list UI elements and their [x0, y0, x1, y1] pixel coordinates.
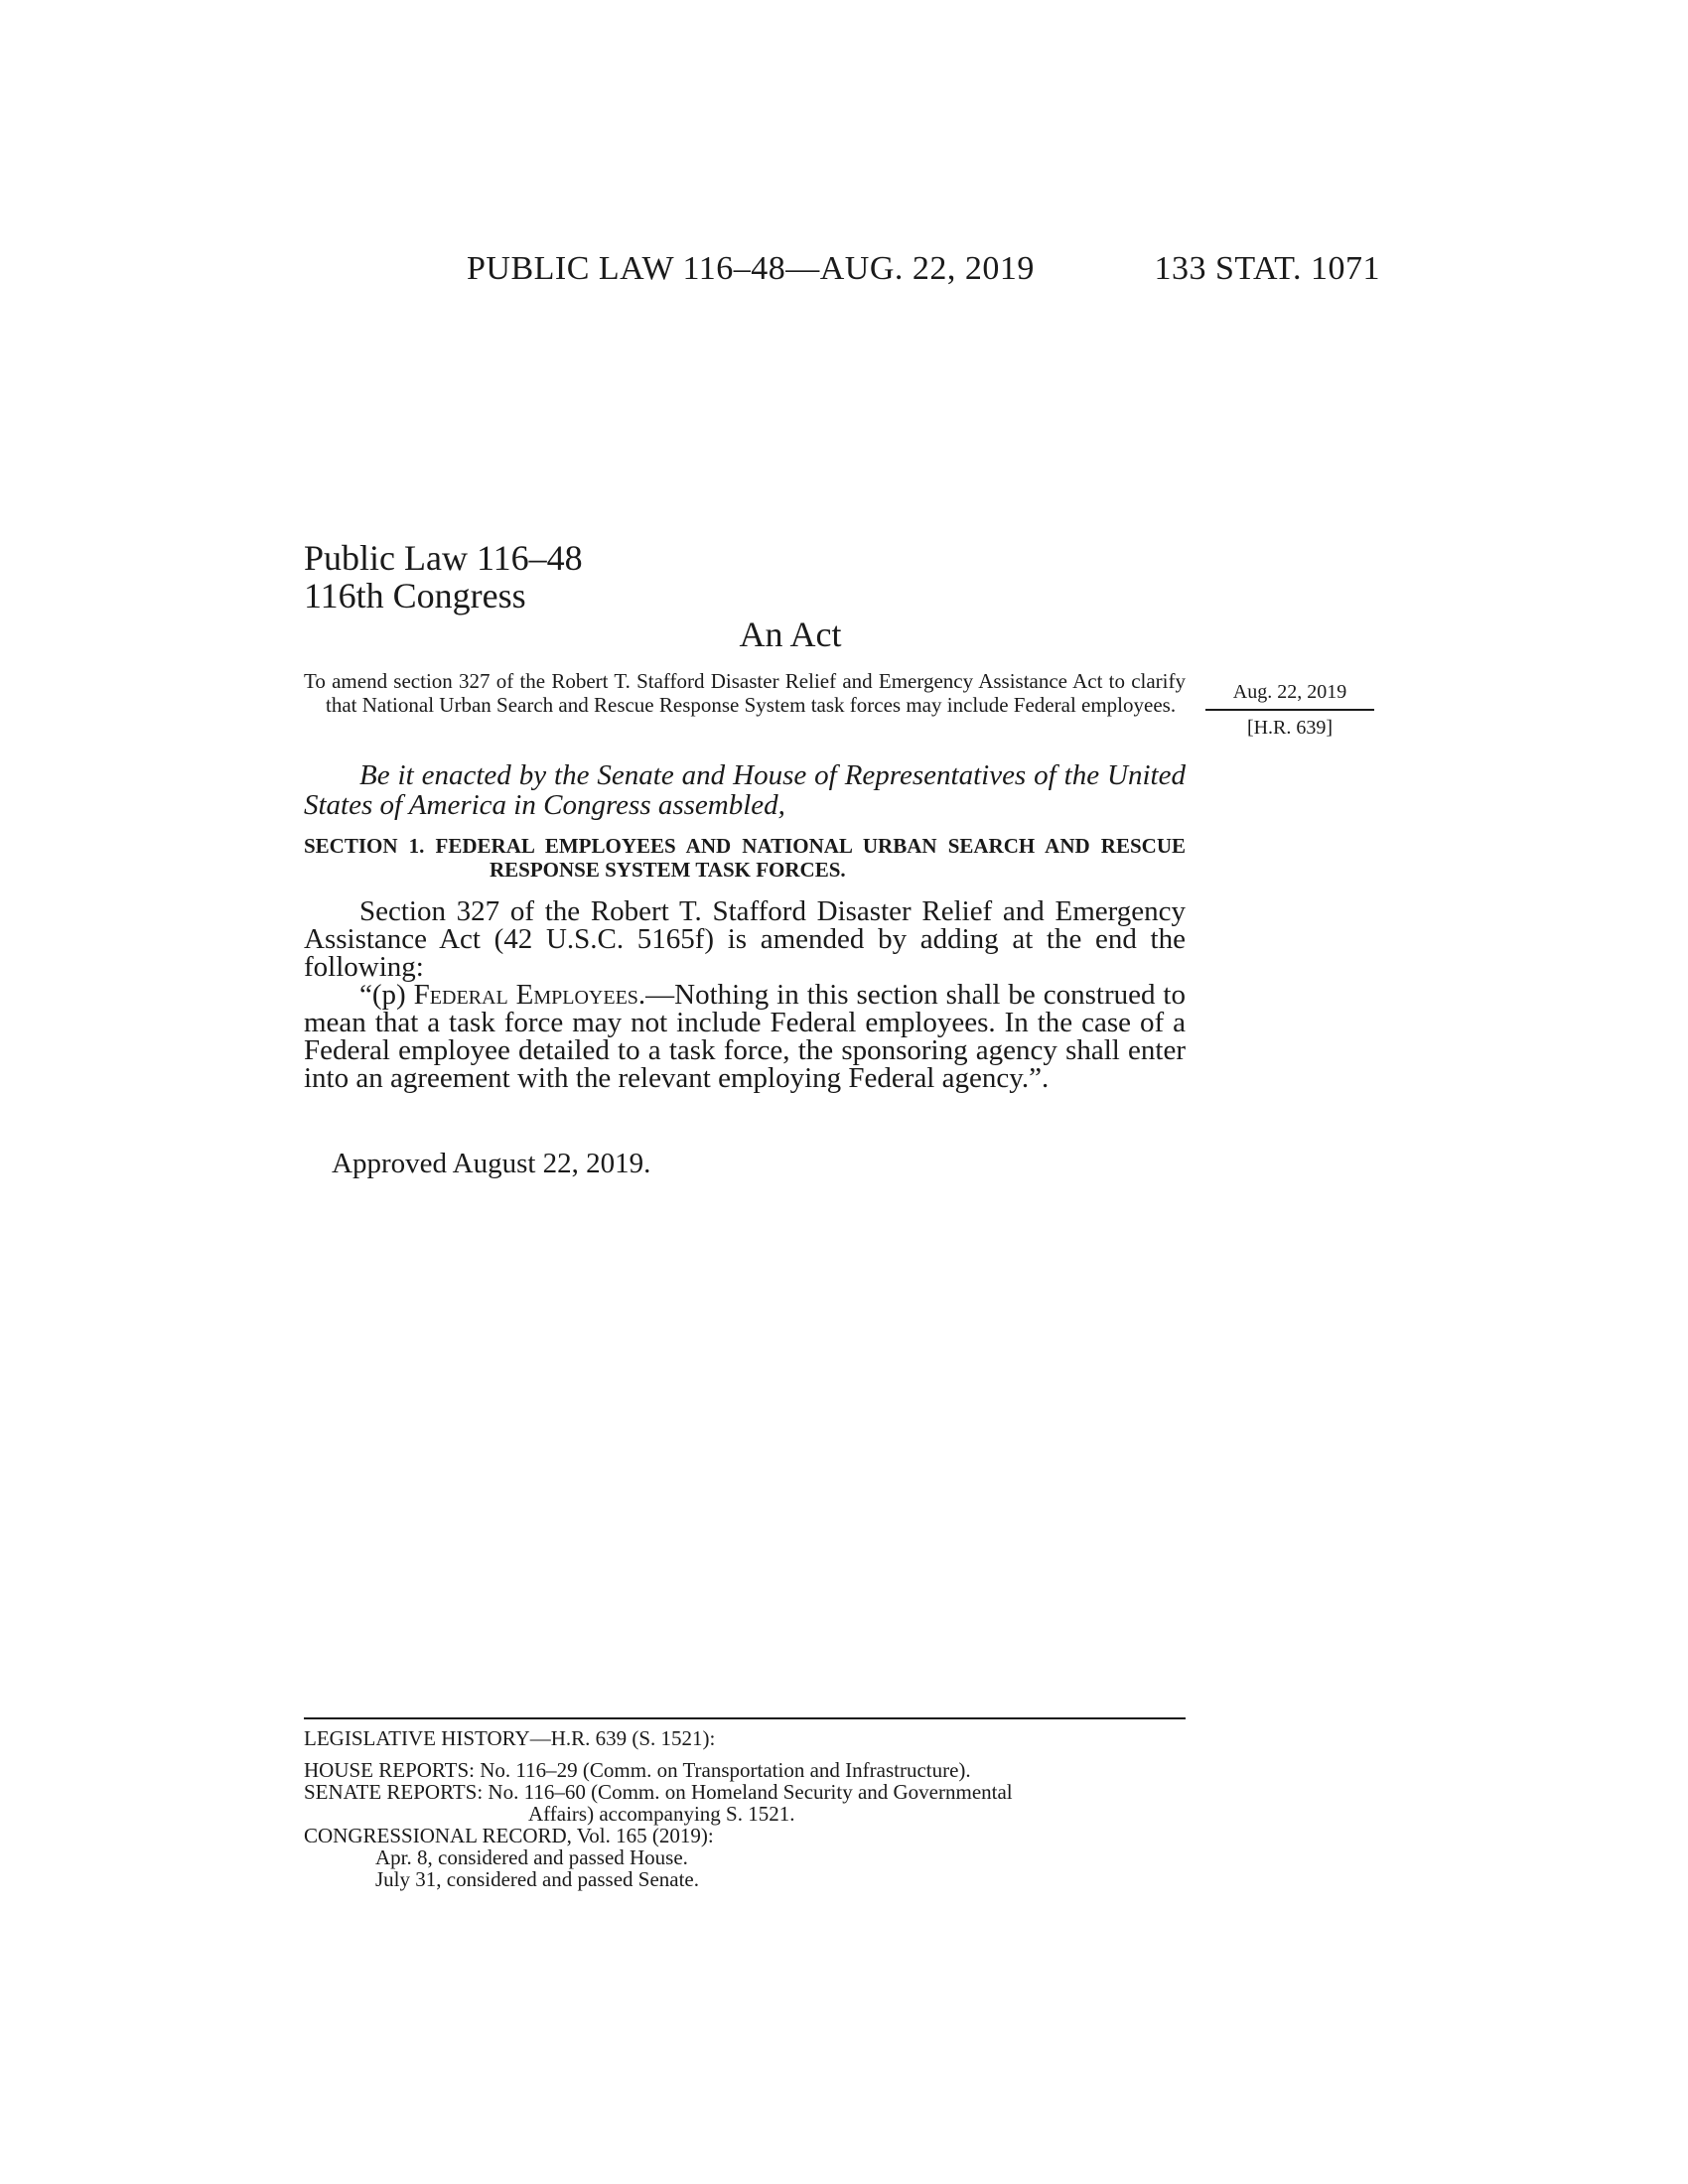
section-body [304, 897, 1186, 1092]
section-heading [304, 834, 1186, 882]
section-paragraph-1: Section 327 of the Robert T. Stafford Disaster Relief and Emergency Assistance Act (42 U.S.C. 5165f) is amended by adding at the end the following: [304, 895, 1186, 983]
record-entry: Apr. 8, considered and passed House. [375, 1845, 688, 1869]
act-heading-text: An Act [739, 614, 842, 654]
legislative-history-title: LEGISLATIVE HISTORY—H.R. 639 (S. 1521): [304, 1726, 716, 1750]
subsection-text: .—Nothing in this section shall be construed to mean that a task force may not include Federal employees. In the case of a Federal employee detailed to a task force, the sponsoring agency shall enter into an agreement with the relevant employing Federal agency.”. [304, 979, 1186, 1094]
act-heading [0, 615, 1688, 653]
enacting-clause: Be it enacted by the Senate and House of Representatives of the United States of America in Congress assembled, [304, 759, 1186, 821]
approval-date: Approved August 22, 2019. [332, 1148, 651, 1179]
running-head-citation: PUBLIC LAW 116–48—AUG. 22, 2019 [467, 250, 1035, 287]
house-reports: HOUSE REPORTS: No. 116–29 (Comm. on Transportation and Infrastructure). [304, 1758, 971, 1782]
margin-note [1205, 681, 1374, 740]
statute-page-number: 133 STAT. 1071 [1154, 250, 1380, 287]
senate-reports: SENATE REPORTS: No. 116–60 (Comm. on Homeland Security and Governmental [304, 1780, 1013, 1804]
margin-note-date: Aug. 22, 2019 [1205, 681, 1374, 711]
congress-number: 116th Congress [304, 576, 526, 615]
margin-note-bill: [H.R. 639] [1246, 717, 1334, 739]
subsection-lead: “(p) [359, 979, 414, 1011]
footnote-divider [304, 1717, 1186, 1719]
section-heading-text: SECTION 1. FEDERAL EMPLOYEES AND NATIONAL URBAN SEARCH AND RESCUE RESPONSE SYSTEM TASK FORCES. [304, 834, 1186, 882]
senate-reports-continued: Affairs) accompanying S. 1521. [528, 1802, 795, 1826]
legislative-history [304, 1727, 1186, 1890]
record-entry: July 31, considered and passed Senate. [375, 1867, 700, 1891]
subsection-caption: Federal Employees [413, 979, 638, 1011]
public-law-number: Public Law 116–48 [304, 538, 583, 578]
purpose-clause [304, 669, 1186, 717]
purpose-text: To amend section 327 of the Robert T. Stafford Disaster Relief and Emergency Assistance Act to clarify that National Urban Search and Rescue Response System task forces may include Federal employees. [304, 669, 1186, 717]
section-paragraph-2 [304, 981, 1186, 1092]
congressional-record: CONGRESSIONAL RECORD, Vol. 165 (2019): [304, 1824, 714, 1847]
